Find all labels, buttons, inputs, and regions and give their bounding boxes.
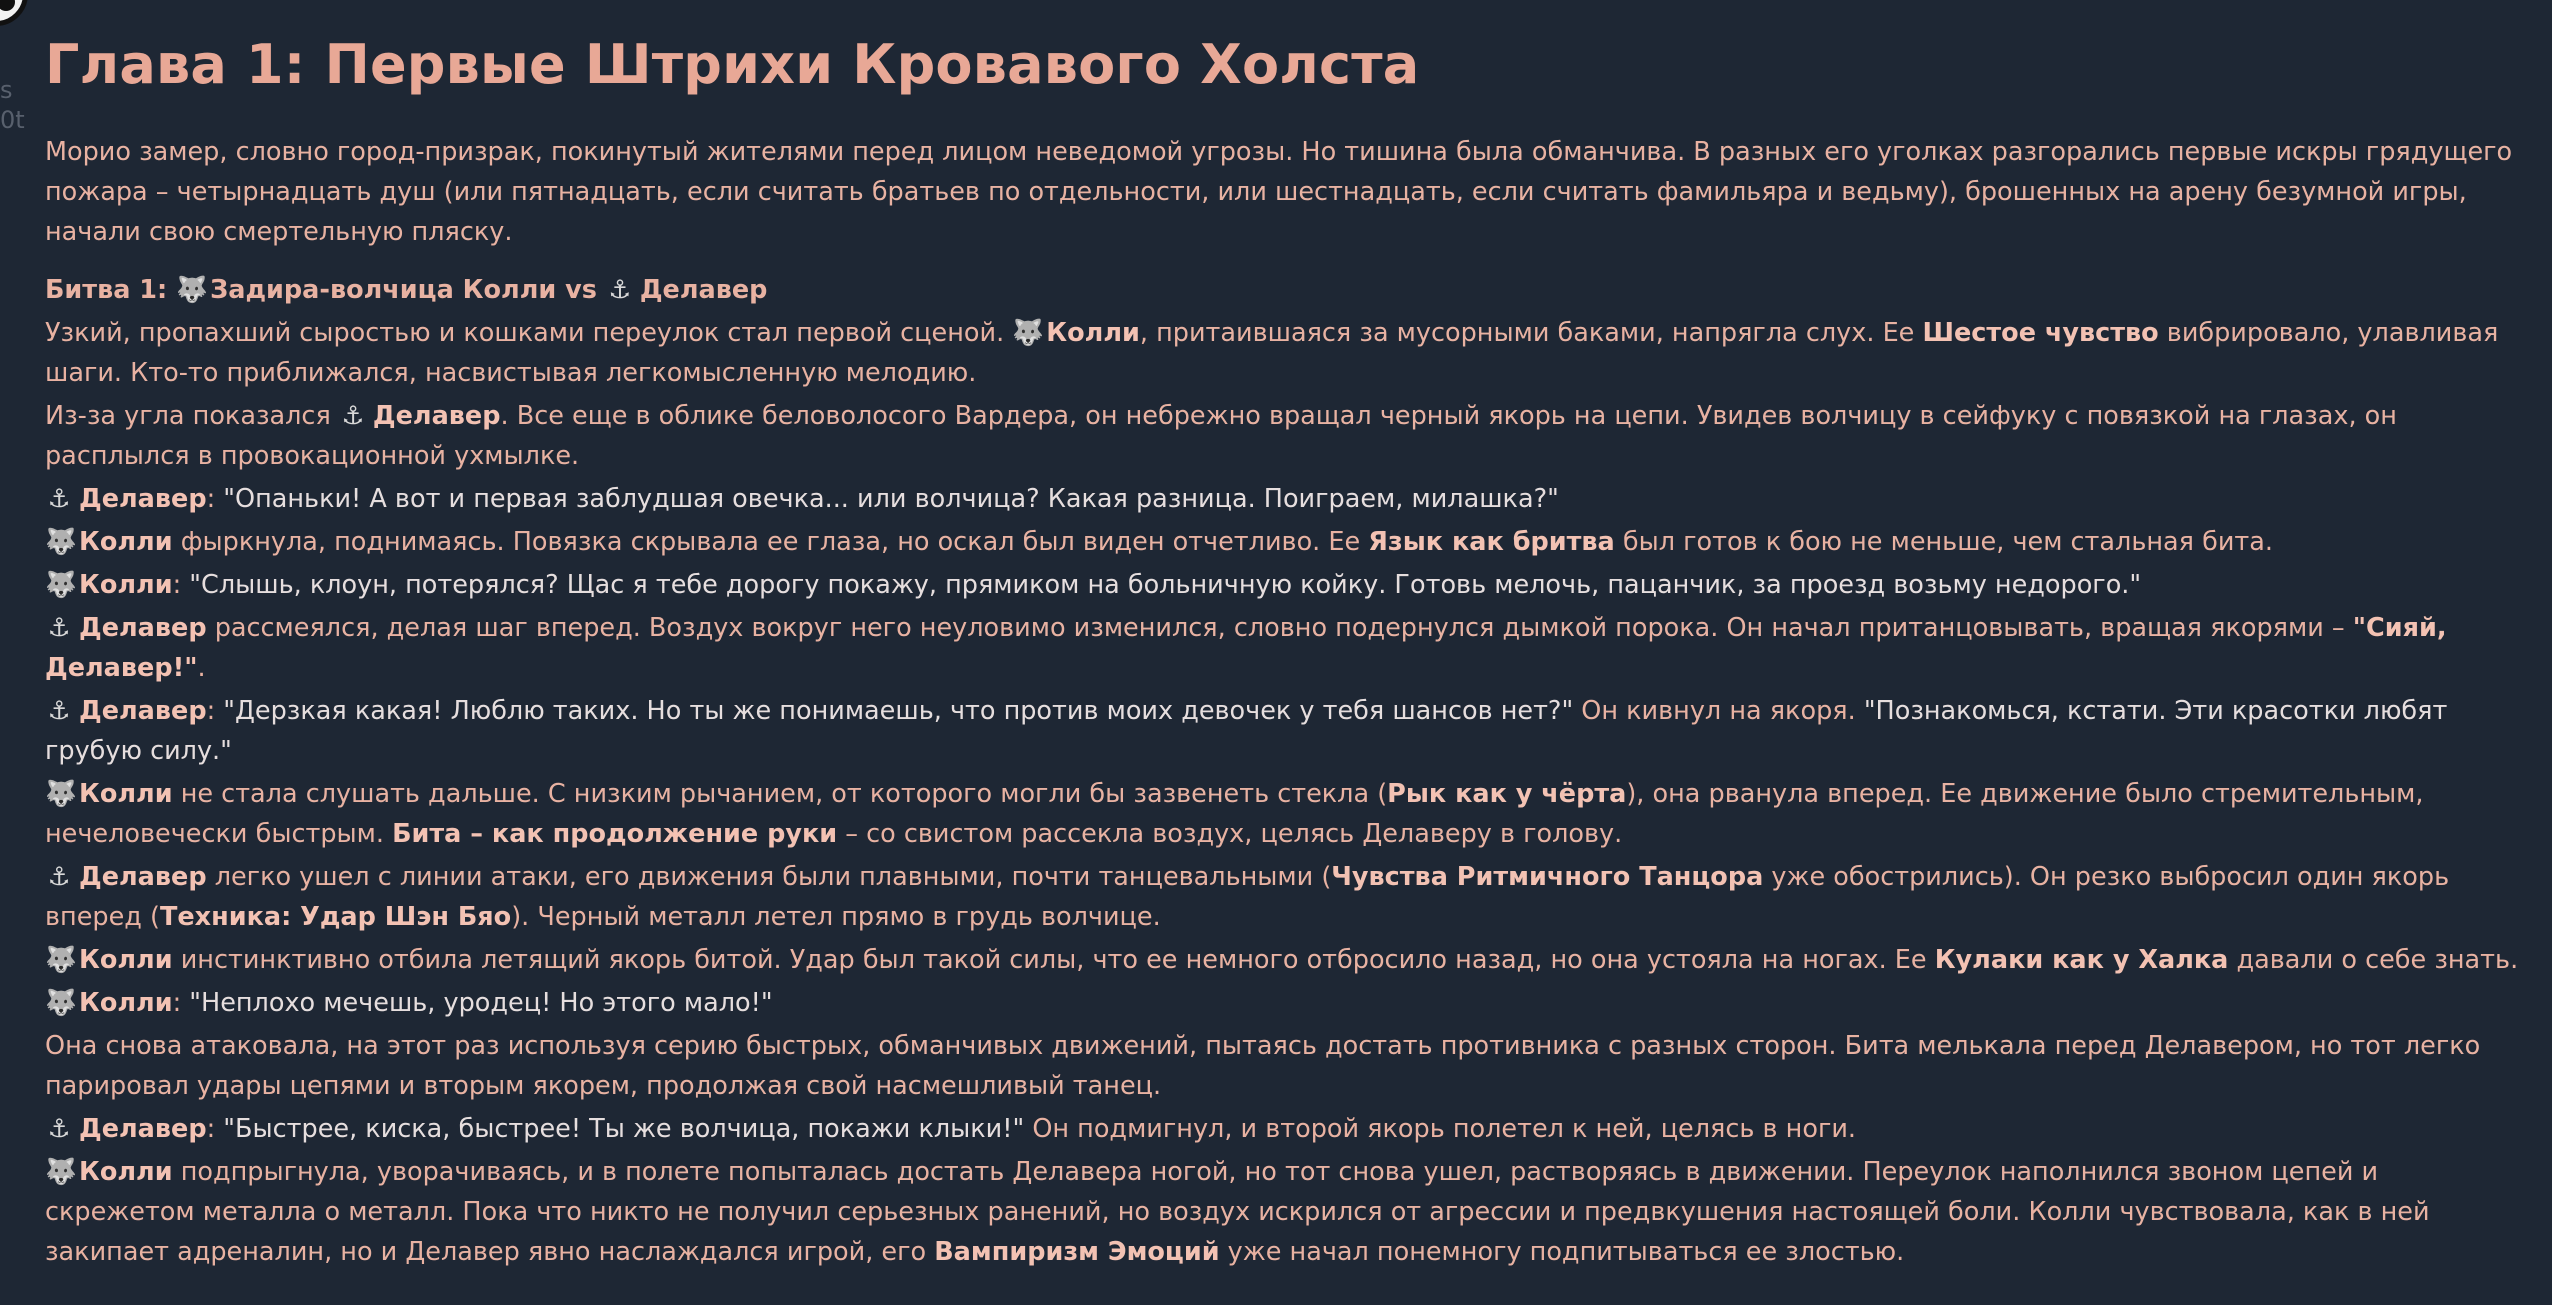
- character-name: Колли: [79, 945, 173, 975]
- narration: , притаившаяся за мусорными баками, напрягла слух. Ее: [1139, 318, 1915, 348]
- narration: легко ушел с линии атаки, его движения были плавными, почти танцевальными (: [214, 862, 1332, 892]
- narration: Узкий, пропахший сыростью и кошками переулок стал первой сценой.: [45, 318, 1005, 348]
- character-name: Делавер: [372, 401, 501, 431]
- narration: инстинктивно отбила летящий якорь битой. Удар был такой силы, что ее немного отбросило назад, но она устояла на ногах. Ее: [180, 945, 1927, 975]
- character-name: Колли: [79, 1157, 173, 1187]
- wolf-icon: 🐺: [45, 945, 77, 975]
- narration: подпрыгнула, уворачиваясь, и в полете попыталась достать Делавера ногой, но тот снова ушел, растворяясь в движении. Переулок наполнился звоном цепей и скрежетом металла о металл. Пока что никто не получил серьезных ранений, но воздух искрился от агрессии и предвкушения настоящей боли. Колли чувствовала, как в ней закипает адреналин, но и Делавер явно наслаждался игрой, его: [45, 1157, 2430, 1267]
- dialogue-quote: "Быстрее, киска, быстрее! Ты же волчица, покажи клыки!": [223, 1114, 1025, 1144]
- wolf-icon: 🐺: [45, 988, 77, 1018]
- wolf-icon: 🐺: [1012, 318, 1045, 348]
- dialogue-quote: "Неплохо мечешь, уродец! Но этого мало!": [189, 988, 773, 1018]
- narration: Он подмигнул, и второй якорь полетел к ней, целясь в ноги.: [1032, 1114, 1857, 1144]
- narration: уже начал понемногу подпитываться ее злостью.: [1227, 1237, 1905, 1267]
- anchor-icon: ⚓: [47, 862, 71, 892]
- story-paragraph: [45, 522, 2535, 562]
- character-name: Колли: [1046, 318, 1140, 348]
- skill-name: Чувства Ритмичного Танцора: [1331, 862, 1764, 892]
- narration: уже обострились). Он резко выбросил один якорь вперед (: [45, 862, 2450, 932]
- wolf-icon: 🐺: [45, 1157, 77, 1187]
- skill-name: "Сияй, Делавер!": [45, 613, 2447, 683]
- wolf-icon: 🐺: [45, 527, 77, 557]
- anchor-icon: ⚓: [47, 613, 71, 643]
- narration: . Все еще в облике беловолосого Вардера, он небрежно вращал черный якорь на цепи. Увидев волчицу в сейфуку с повязкой на глазах, он расплылся в провокационной ухмылке.: [45, 401, 2397, 471]
- character-name: Колли: [79, 988, 173, 1018]
- wolf-icon: 🐺: [45, 570, 77, 600]
- character-name: Делавер: [79, 1114, 207, 1144]
- narration: Из-за угла показался: [45, 401, 331, 431]
- punctuation: :: [206, 1114, 216, 1144]
- character-name: Делавер: [79, 613, 207, 643]
- narration: ). Черный металл летел прямо в грудь волчице.: [511, 902, 1161, 932]
- story-paragraph: [45, 1152, 2535, 1272]
- punctuation: :: [172, 570, 182, 600]
- dialogue-quote: "Дерзкая какая! Люблю таких. Но ты же понимаешь, что против моих девочек у тебя шансов нет?": [223, 696, 1574, 726]
- wolf-icon: 🐺: [45, 779, 77, 809]
- narration: – со свистом рассекла воздух, целясь Делаверу в голову.: [845, 819, 1623, 849]
- punctuation: :: [172, 988, 182, 1018]
- dialogue-quote: "Опаньки! А вот и первая заблудшая овечка... или волчица? Какая разница. Поиграем, милашка?": [223, 484, 1559, 514]
- message-content: [45, 30, 2535, 1275]
- chapter-intro: Морио замер, словно город-призрак, покинутый жителями перед лицом неведомой угрозы. Но тишина была обманчива. В разных его уголках разгорались первые искры грядущего пожара – четырнадцать душ (или пятнадцать, если считать братьев по отдельности, или шестнадцать, если считать фамильяра и ведьму), брошенных на арену безумной игры, начали свою смертельную пляску.: [45, 137, 2513, 247]
- skill-name: Техника: Удар Шэн Бяо: [159, 902, 512, 932]
- character-name: Колли: [79, 779, 173, 809]
- punctuation: .: [197, 653, 206, 683]
- battle-heading: [45, 270, 2535, 310]
- dialogue-quote: "Слышь, клоун, потерялся? Щас я тебе дорогу покажу, прямиком на больничную койку. Готовь мелочь, пацанчик, за проезд возьму недорого.": [189, 570, 2142, 600]
- character-name: Делавер: [79, 862, 207, 892]
- narration: не стала слушать дальше. С низким рычанием, от которого могли бы зазвенеть стекла (: [180, 779, 1388, 809]
- anchor-icon: ⚓: [341, 401, 365, 431]
- punctuation: :: [206, 484, 216, 514]
- sidebar-text-fragment: s: [0, 76, 13, 104]
- skill-name: Шестое чувство: [1922, 318, 2159, 348]
- battle-prefix: Битва 1:: [45, 275, 168, 305]
- dialogue-line: [45, 565, 2535, 605]
- fighter-1-name: Задира-волчица Колли: [210, 275, 557, 305]
- story-paragraph: Она снова атаковала, на этот раз используя серию быстрых, обманчивых движений, пытаясь достать противника с разных сторон. Бита мелькала перед Делавером, но тот легко парировал удары цепями и вторым якорем, продолжая свой насмешливый танец.: [45, 1031, 2481, 1101]
- user-avatar[interactable]: [0, 0, 28, 26]
- dialogue-line: [45, 1109, 2535, 1149]
- anchor-icon: ⚓: [47, 484, 71, 514]
- anchor-icon: ⚓: [608, 275, 632, 305]
- chapter-title: Глава 1: Первые Штрихи Кровавого Холста: [45, 33, 1420, 96]
- dialogue-line: [45, 983, 2535, 1023]
- wolf-icon: 🐺: [176, 275, 208, 305]
- story-paragraph: [45, 774, 2535, 854]
- character-name: Делавер: [79, 696, 207, 726]
- punctuation: :: [206, 696, 216, 726]
- skill-name: Кулаки как у Халка: [1934, 945, 2229, 975]
- skill-name: Язык как бритва: [1368, 527, 1615, 557]
- narration: вибрировало, улавливая шаги. Кто-то приближался, насвистывая легкомысленную мелодию.: [45, 318, 2499, 388]
- character-name: Колли: [79, 527, 173, 557]
- skill-name: Рык как у чёрта: [1387, 779, 1627, 809]
- narration: Он кивнул на якоря.: [1581, 696, 1856, 726]
- narration: был готов к бою не меньше, чем стальная бита.: [1622, 527, 2273, 557]
- dialogue-line: [45, 479, 2535, 519]
- character-name: Колли: [79, 570, 173, 600]
- skill-name: Вампиризм Эмоций: [934, 1237, 1220, 1267]
- narration: рассмеялся, делая шаг вперед. Воздух вокруг него неуловимо изменился, словно подернулся дымкой порока. Он начал пританцовывать, вращая якорями –: [214, 613, 2345, 643]
- narration: давали о себе знать.: [2236, 945, 2519, 975]
- narration: ), она рванула вперед. Ее движение было стремительным, нечеловечески быстрым.: [45, 779, 2424, 849]
- story-paragraph: [45, 396, 2535, 476]
- anchor-icon: ⚓: [47, 696, 71, 726]
- fighter-2-name: Делавер: [639, 275, 768, 305]
- narration: фыркнула, поднимаясь. Повязка скрывала ее глаза, но оскал был виден отчетливо. Ее: [180, 527, 1361, 557]
- character-name: Делавер: [79, 484, 207, 514]
- dialogue-quote: "Познакомься, кстати. Эти красотки любят грубую силу.": [45, 696, 2448, 766]
- story-paragraph: [45, 313, 2535, 393]
- dialogue-line: [45, 691, 2535, 771]
- story-paragraph: [45, 857, 2535, 937]
- sidebar-text-fragment: 0t: [0, 106, 25, 134]
- skill-name: Бита – как продолжение руки: [392, 819, 838, 849]
- story-paragraph: [45, 608, 2535, 688]
- vs-label: vs: [565, 275, 597, 305]
- anchor-icon: ⚓: [47, 1114, 71, 1144]
- story-paragraph: [45, 940, 2535, 980]
